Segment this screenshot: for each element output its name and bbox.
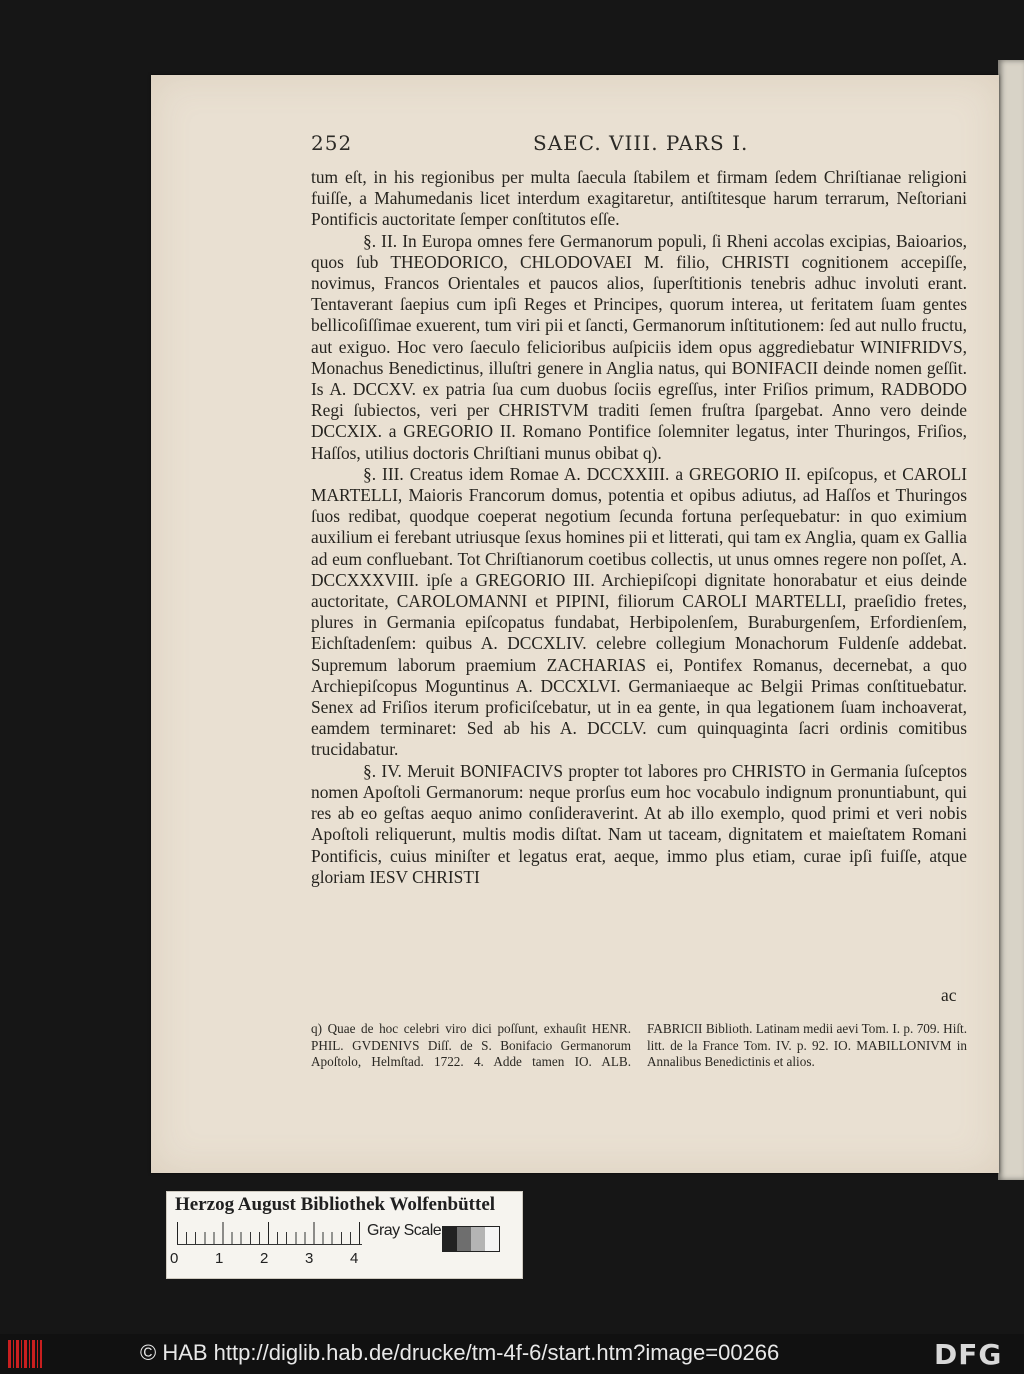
ruler-major-ticks [177,1222,362,1244]
catchword: ac [941,985,957,1005]
ruler-number: 4 [350,1250,359,1267]
gray-swatch [471,1227,485,1251]
dfg-logo: DFG [934,1338,1003,1371]
page-header [311,131,931,159]
ruler-number: 1 [215,1250,224,1267]
ruler-numbers [170,1250,370,1270]
book-page [151,75,999,1173]
paragraph-section-2: §. II. In Europa omnes fere Germanorum populi, ſi Rheni accolas excipias, Baioarios, quos ſub THEODORICO, CHLODOVAEI M. filio, CHRISTI cognitionem accepiſſe, novimus, Francos Orientales et paucos alios, ſuperſtitionis tenebris adhuc involuti erant. Tentaverant ſaepius cum ipſi Reges et Principes, quorum interea, ut feritatem ſuam gentes bellicoſiſſimae exuerent, tum viri pii et ſancti, Germanorum inſtitutionem: ſed aut nullo fructu, aut exiguo. Hoc vero ſaeculo felicioribus auſpiciis idem opus aggrediebatur WINIFRIDVS, Monachus Benedictinus, illuſtri genere in Anglia natus, qui BONIFACII deinde nomen geſſit. Is A. DCCXV. ex patria ſua cum duobus ſociis egreſſus, inter Friſios primum, RADBODO Regi ſubiectos, veri per CHRISTVM traditi ſemen fruſtra ſpargebat. Anno vero deinde DCCXIX. a GREGORIO II. Romano Pontifice ſolemniter legatus, inter Thuringos, Friſios, Haſſos, utilius doctoris Chriſtiani munus obibat q). [311,230,967,463]
paragraph-section-4: §. IV. Meruit BONIFACIVS propter tot labores pro CHRISTO in Germania ſuſceptos nomen Apoſtoli Germanorum: neque prorſus eum hoc vocabulo indignum pronuntiabunt, qui res ab eo geſtas aequo animo conſideraverint. At ab illo exemplo, quod primi et veri nobis Apoſtoli reliquerunt, multis modis diſtat. Nam ut taceam, dignitatem et maieſtatem Romani Pontificis, cuius miniſter et legatus erat, aeque, immo plus etiam, curae ipſi fuiſſe, atque gloriam IESV CHRISTI [311,760,967,887]
ruler-number: 0 [170,1250,179,1267]
gray-scale-swatches [442,1226,500,1252]
gray-swatch [443,1227,457,1251]
ruler-number: 3 [305,1250,314,1267]
gray-swatch [485,1227,499,1251]
footer-bar [0,1334,1024,1374]
citation-link[interactable]: © HAB http://diglib.hab.de/drucke/tm-4f-6/start.htm?image=00266 [140,1340,780,1365]
footnote: q) Quae de hoc celebri viro dici poſſunt, exhauſit HENR. PHIL. GVDENIVS Diſſ. de S. Bonifacio Germanorum Apoſtolo, Helmſtad. 1722. 4. Adde tamen IO. ALB. FABRICII Biblioth. Latinam medii aevi Tom. I. p. 709. Hiſt. litt. de la France Tom. IV. p. 92. IO. MABILLONIVM in Annalibus Benedictinis et alios. [311,1021,967,1070]
running-head: SAEC. VIII. PARS I. [533,131,749,155]
paragraph-continued: tum eſt, in his regionibus per multa ſaecula ſtabilem et firmam ſedem Chriſtianae religioni fuiſſe, a Mahumedanis licet interdum exagitaretur, antiſtitesque harum terrarum, Neſtoriani Pontificis auctoritate ſemper conſtitutos eſſe. [311,167,967,230]
ruler-number: 2 [260,1250,269,1267]
hab-logo-icon [8,1340,42,1368]
library-color-card [166,1191,523,1279]
body-text [311,167,967,888]
adjacent-page-edge [998,60,1024,1180]
library-name: Herzog August Bibliothek Wolfenbüttel [175,1194,496,1215]
page-number: 252 [311,131,353,155]
gray-scale-label: Gray Scale [367,1222,442,1239]
paragraph-section-3: §. III. Creatus idem Romae A. DCCXXIII. a GREGORIO II. epiſcopus, et CAROLI MARTELLI, Maioris Francorum domus, potentia et opibus adiutus, ad Haſſos et Thuringos ſuos redibat, quodque coeperat negotium ſecunda fortuna perſequebatur: in quo eximium auxilium ei ferebant utriusque ſexus homines pii et litterati, qui tam ex Anglia, quam ex Gallia ad eum confluebant. Tot Chriſtianorum coetibus collectis, ut unus omnes regere non poſſet, A. DCCXXXVIII. ipſe a GREGORIO III. Archiepiſcopi dignitate honorabatur et eius deinde auctoritate, CAROLOMANNI et PIPINI, filiorum CAROLI MARTELLI, praeſidio fretes, plures in Germania epiſcopatus fundabat, Herbipolenſem, Buraburgenſem, Erfordienſem, Eichſtadenſem: quibus A. DCCXLIV. celebre collegium Monachorum Fuldenſe addebat. Supremum laborum praemium ZACHARIAS ei, Pontifex Romanus, decernebat, a quo Archiepiſcopus Moguntinus A. DCCXLVI. Germaniaeque ac Belgii Primas conſtituebatur. Senex ad Friſios iterum proficiſcebatur, ut in ea gente, in qua legationem ſuam inchoaverat, eamdem terminaret: Sed ab his A. DCCLV. cum quinquaginta ſacri ordinis comitibus trucidabatur. [311,463,967,760]
gray-swatch [457,1227,471,1251]
